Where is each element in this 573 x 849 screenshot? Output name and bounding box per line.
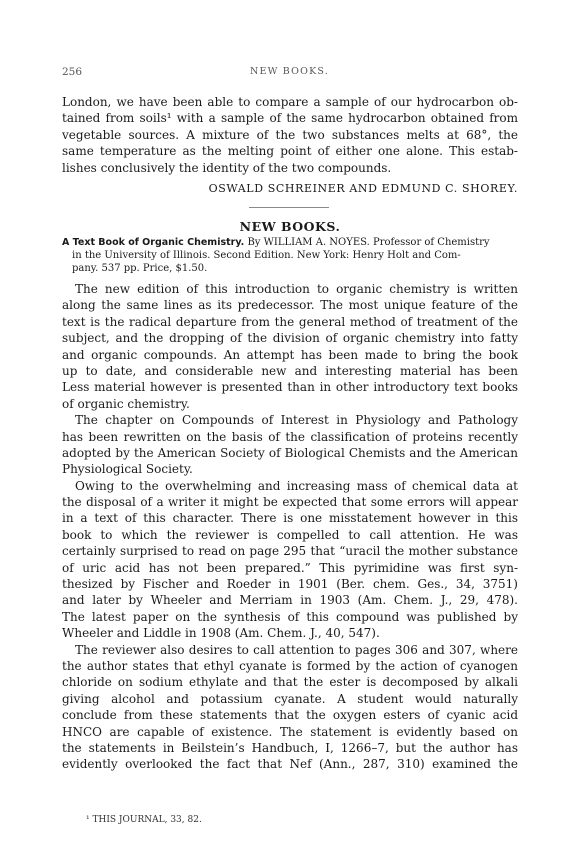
text-line: has been rewritten on the basis of the classification of proteins recently [62,429,518,444]
text-line: The reviewer also desires to call attention to pages 306 and 307, where [75,642,518,657]
text-line: The latest paper on the synthesis of this compound was published by [62,609,518,624]
previous-article-text [62,94,518,176]
citation-line [62,237,518,250]
text-line: in a text of this character. There is one misstatement however in this [62,511,518,526]
running-head: NEW BOOKS. [249,66,330,77]
text-line: Wheeler and Liddle in 1908 (Am. Chem. J., 40, 547). [62,626,380,641]
text-line: chloride on sodium ethylate and that the ester is decomposed by alkali [62,675,518,690]
citation-line: pany. 537 pp. Price, $1.50. [72,262,208,274]
text-line: London, we have been able to compare a sample of our hydrocarbon ob- [62,95,518,109]
text-line: Less material however is presented than in other introductory text books [62,380,518,395]
text-line: HNCO are capable of existence. The statement is evidently based on [62,724,518,739]
text-line: of uric acid has not been prepared.” This pyrimidine was first syn- [62,560,518,575]
text-line: adopted by the American Society of Biological Chemists and the American [62,445,518,460]
text-line: the disposal of a writer it might be expected that some errors will appear [62,495,518,510]
text-line: giving alcohol and potassium cyanate. A student would naturally [62,691,518,706]
text-line: subject, and the dropping of the division of organic chemistry into fatty [62,331,518,346]
text-line: and later by Wheeler and Merriam in 1903 (Am. Chem. J., 29, 478). [62,593,518,608]
citation-author: By WILLIAM A. NOYES. Professor of Chemistry [247,237,490,248]
text-line: the statements in Beilstein’s Handbuch, I, 1266–7, but the author has [62,740,518,755]
text-line: book to which the reviewer is compelled to call attention. He was [62,527,518,542]
page-header [62,66,517,80]
text-line: thesized by Fischer and Roeder in 1901 (Ber. chem. Ges., 34, 3751) [62,577,518,592]
text-line: of organic chemistry. [62,396,190,411]
text-line: certainly surprised to read on page 295 that “uracil the mother substance [62,544,518,559]
text-line: Physiological Society. [62,462,193,477]
text-line: same temperature as the melting point of either one alone. This estab- [62,144,518,159]
section-title: NEW BOOKS. [239,219,341,234]
text-line: tained from soils¹ with a sample of the same hydrocarbon obtained from [62,111,518,126]
section-divider [249,207,329,208]
text-line: text is the radical departure from the general method of treatment of the [62,314,518,329]
text-line: The chapter on Compounds of Interest in Physiology and Pathology [75,413,518,428]
book-title: A Text Book of Organic Chemistry. [62,237,245,248]
text-line: and organic compounds. An attempt has been made to bring the book [62,347,518,362]
book-citation [62,237,518,275]
text-line: evidently overlooked the fact that Nef (Ann., 287, 310) examined the [62,757,518,772]
text-line: conclude from these statements that the oxygen esters of cyanic acid [62,708,518,723]
text-line: the author states that ethyl cyanate is formed by the action of cyanogen [62,658,518,673]
review-body [62,281,518,773]
text-line: lishes conclusively the identity of the two compounds. [62,160,392,175]
footnote: ¹ THIS JOURNAL, 33, 82. [86,815,202,825]
page-number: 256 [62,66,83,78]
text-line: vegetable sources. A mixture of the two substances melts at 68°, the [62,127,518,142]
text-line: up to date, and considerable new and interesting material has been [62,363,518,378]
text-line: Owing to the overwhelming and increasing mass of chemical data at [75,478,518,493]
text-line: along the same lines as its predecessor. The most unique feature of the [62,298,518,313]
text-line: The new edition of this introduction to organic chemistry is written [75,282,518,296]
article-signature: OSWALD SCHREINER AND EDMUND C. SHOREY. [208,182,518,195]
citation-line: in the University of Illinois. Second Edition. New York: Henry Holt and Com- [72,249,461,261]
